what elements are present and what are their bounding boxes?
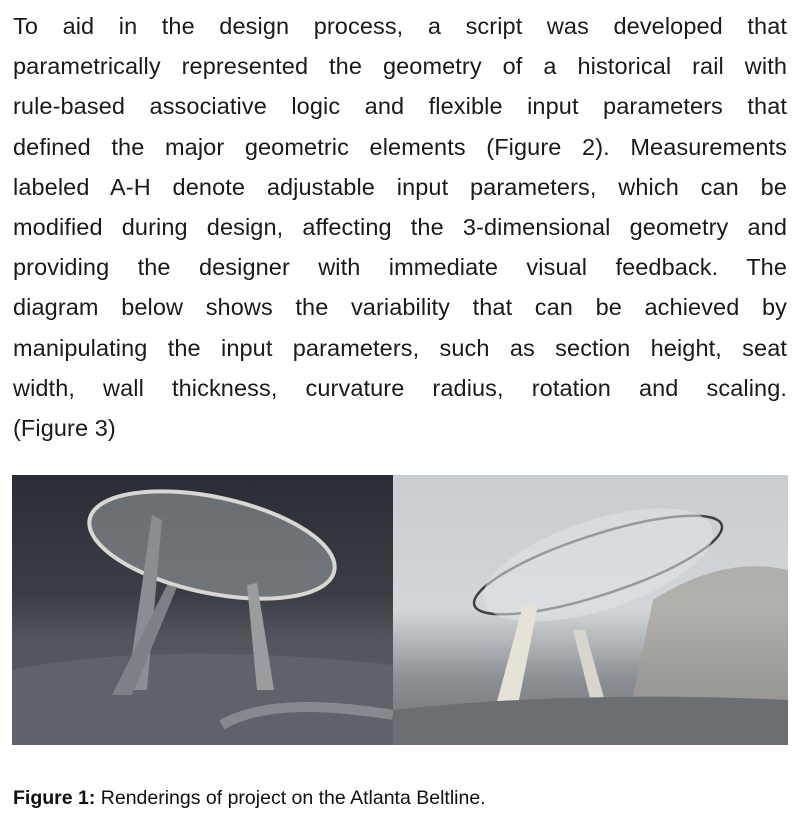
figure-renderings [12, 475, 788, 745]
paragraph-line: To aid in the design process, a script was developed that [13, 13, 787, 39]
paragraph-line: parametrically represented the geometry of a historical rail with [13, 53, 787, 80]
paragraph-line: defined the major geometric elements (Figure 2). Measurements [13, 133, 787, 160]
paragraph-line: width, wall thickness, curvature radius, rotation and scaling. [13, 374, 787, 401]
caption-label: Figure 1: [13, 787, 96, 809]
body-paragraph [13, 6, 787, 448]
paragraph-line: rule-based associative logic and flexible input parameters that [13, 93, 787, 120]
paragraph-line: manipulating the input parameters, such as section height, seat [13, 334, 787, 361]
paragraph-line: providing the designer with immediate visual feedback. The [13, 254, 787, 281]
figure-caption [13, 787, 486, 810]
paragraph-line: (Figure 3) [13, 414, 116, 441]
paragraph-line: modified during design, affecting the 3-dimensional geometry and [13, 213, 787, 240]
paragraph-line: labeled A-H denote adjustable input parameters, which can be [13, 173, 787, 200]
day-rendering-image [393, 475, 788, 745]
night-rendering-image [12, 475, 393, 745]
caption-text: Renderings of project on the Atlanta Beltline. [95, 787, 486, 809]
paragraph-line: diagram below shows the variability that can be achieved by [13, 294, 787, 321]
